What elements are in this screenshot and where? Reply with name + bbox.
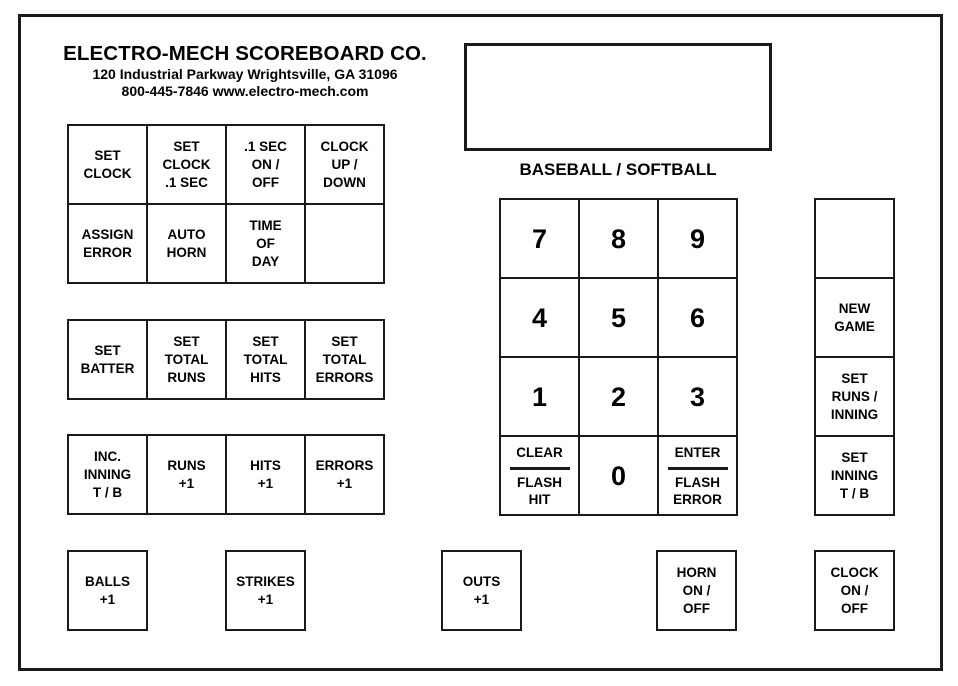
inc-inning-button[interactable]: INC. INNING T / B (67, 434, 148, 515)
keypad-0-button[interactable]: 0 (578, 435, 659, 516)
tenth-sec-toggle-button[interactable]: .1 SEC ON / OFF (225, 124, 306, 205)
company-address: 120 Industrial Parkway Wrightsville, GA 31096 (92, 66, 398, 82)
set-clock-tenth-button[interactable]: SET CLOCK .1 SEC (146, 124, 227, 205)
company-name: ELECTRO-MECH SCOREBOARD CO. (63, 42, 427, 65)
company-contact: 800-445-7846 www.electro-mech.com (121, 83, 369, 99)
assign-error-button[interactable]: ASSIGN ERROR (67, 203, 148, 284)
hits-plus-button[interactable]: HITS +1 (225, 434, 306, 515)
auto-horn-button[interactable]: AUTO HORN (146, 203, 227, 284)
outs-plus-button[interactable]: OUTS +1 (441, 550, 522, 631)
time-of-day-button[interactable]: TIME OF DAY (225, 203, 306, 284)
keypad-6-button[interactable]: 6 (657, 277, 738, 358)
clock-toggle-button[interactable]: CLOCK ON / OFF (814, 550, 895, 631)
set-total-runs-button[interactable]: SET TOTAL RUNS (146, 319, 227, 400)
keypad-2-button[interactable]: 2 (578, 356, 659, 437)
clear-label: CLEAR (516, 444, 563, 460)
set-clock-button[interactable]: SET CLOCK (67, 124, 148, 205)
display-window (464, 43, 772, 151)
flash-error-label: FLASH ERROR (673, 474, 722, 507)
company-header (40, 42, 450, 100)
divider (668, 467, 728, 470)
errors-plus-button[interactable]: ERRORS +1 (304, 434, 385, 515)
blank-button-2[interactable] (814, 198, 895, 279)
set-inning-tb-button[interactable]: SET INNING T / B (814, 435, 895, 516)
enter-flash-error-button[interactable] (657, 435, 738, 516)
set-runs-inning-button[interactable]: SET RUNS / INNING (814, 356, 895, 437)
horn-toggle-button[interactable]: HORN ON / OFF (656, 550, 737, 631)
keypad-3-button[interactable]: 3 (657, 356, 738, 437)
keypad-7-button[interactable]: 7 (499, 198, 580, 279)
enter-label: ENTER (674, 444, 721, 460)
flash-hit-label: FLASH HIT (517, 474, 562, 507)
clear-flash-hit-button[interactable] (499, 435, 580, 516)
divider (510, 467, 570, 470)
blank-button-1[interactable] (304, 203, 385, 284)
set-batter-button[interactable]: SET BATTER (67, 319, 148, 400)
balls-plus-button[interactable]: BALLS +1 (67, 550, 148, 631)
keypad-5-button[interactable]: 5 (578, 277, 659, 358)
strikes-plus-button[interactable]: STRIKES +1 (225, 550, 306, 631)
keypad-8-button[interactable]: 8 (578, 198, 659, 279)
runs-plus-button[interactable]: RUNS +1 (146, 434, 227, 515)
set-total-errors-button[interactable]: SET TOTAL ERRORS (304, 319, 385, 400)
sport-mode-label: BASEBALL / SOFTBALL (519, 160, 717, 179)
keypad-4-button[interactable]: 4 (499, 277, 580, 358)
clock-up-down-button[interactable]: CLOCK UP / DOWN (304, 124, 385, 205)
keypad-9-button[interactable]: 9 (657, 198, 738, 279)
set-total-hits-button[interactable]: SET TOTAL HITS (225, 319, 306, 400)
new-game-button[interactable]: NEW GAME (814, 277, 895, 358)
keypad-1-button[interactable]: 1 (499, 356, 580, 437)
